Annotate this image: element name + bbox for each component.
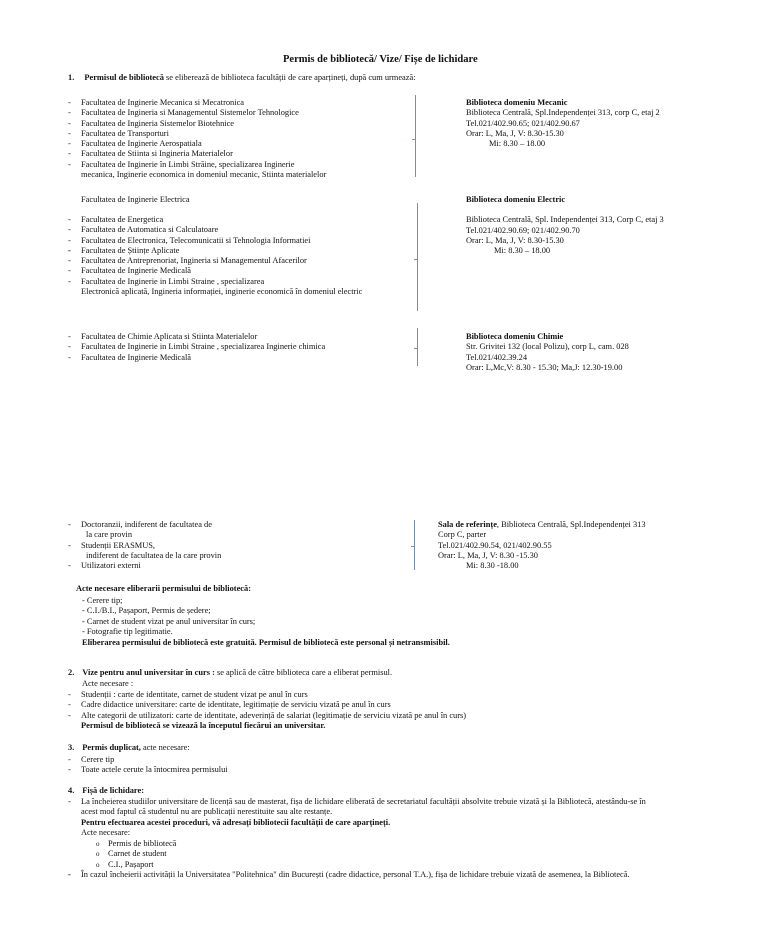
library-referinte	[438, 520, 646, 571]
brace-divider	[417, 328, 418, 366]
list-item: - Facultatea de Științe Aplicate	[68, 246, 362, 256]
list-item: - Alte categorii de utilizatori: carte de identitate, adeverință de salariat (legitimație de serviciu vizată pe anul în curs)	[68, 711, 466, 721]
list-item-continuation: acest mod faptul că studentul nu are publicații nerestituite sau alte restanțe.	[81, 807, 333, 817]
library-address: Corp C, parter	[438, 530, 487, 540]
list-item: - Facultatea de Ingineria Sistemelor Biotehnice	[68, 119, 326, 129]
section-4-acte-list	[96, 839, 176, 870]
library-mecanic	[466, 98, 660, 149]
section-4-acte: Acte necesare:	[81, 827, 131, 837]
list-item: - Facultatea de Transporturi	[68, 129, 326, 139]
list-item: - Facultatea de Antreprenoriat, Ingineria si Managementul Afacerilor	[68, 256, 362, 266]
list-item: - Fotografie tip legitimatie.	[82, 627, 173, 637]
list-item: o Carnet de student	[96, 849, 176, 859]
list-item: - Facultatea de Electronica, Telecomunicatii si Tehnologia Informatiei	[68, 236, 362, 246]
group-electric-head: Facultatea de Inginerie Electrica	[81, 195, 190, 204]
library-name: Biblioteca domeniu Electric	[466, 195, 566, 204]
group-electric-list	[68, 215, 362, 297]
brace-divider	[414, 520, 415, 570]
list-item-continuation: mecanica, Inginerie economica in domeniul mecanic, Stiinta materialelor	[81, 170, 327, 180]
library-address: Str. Grivitei 132 (local Polizu), corp L, cam. 028	[466, 342, 629, 352]
list-item: - Facultatea de Stiinta si Ingineria Materialelor	[68, 149, 326, 159]
section-4-list	[68, 797, 646, 838]
section-4-procedure: Pentru efectuarea acestei proceduri, vă adresați bibliotecii facultății de care aparțineți.	[81, 817, 391, 827]
list-item: - Facultatea de Inginerie Aerospatiala	[68, 139, 326, 149]
group-chimie-list	[68, 332, 325, 363]
section-3-heading: 3. Permis duplicat, acte necesare:	[68, 743, 190, 752]
list-item: - Studenții : carte de identitate, carnet de student vizat pe anul în curs	[68, 690, 466, 700]
list-item: - Facultatea de Inginerie în Limbi Străine, specializarea Inginerie	[68, 160, 326, 170]
list-item: - Carnet de student vizat pe anul universitar în curs;	[82, 616, 256, 626]
list-item: - Cerere tip;	[82, 596, 123, 605]
library-hours-wed: Mi: 8.30 – 18.00	[494, 246, 551, 256]
library-name: Biblioteca domeniu Chimie	[466, 332, 564, 341]
list-item-continuation: Electronică aplicată, Ingineria informației, inginerie economică în domeniul electric	[81, 287, 363, 297]
section-1-number: 1.	[68, 73, 75, 82]
library-name-rest: , Biblioteca Centrală, Spl.Independenței 313	[496, 520, 646, 529]
library-name: Biblioteca domeniu Mecanic	[466, 98, 568, 107]
list-item: - Facultatea de Inginerie Medicală	[68, 353, 325, 363]
section-4-heading: 4. Fișă de lichidare:	[68, 786, 145, 795]
library-phone: Tel.021/402.90.69; 021/402.90.70	[466, 225, 580, 235]
section-2-heading: 2. Vize pentru anul universitar în curs : se aplică de către biblioteca care a eliberat permisul.	[68, 668, 393, 677]
section-1-heading	[68, 73, 416, 83]
acte-list	[82, 596, 450, 648]
library-address: Biblioteca Centrală, Spl.Independenței 313, corp C, etaj 2	[466, 108, 660, 118]
group-mecanic-list	[68, 98, 326, 180]
library-hours-wed: Mi: 8.30 -18.00	[466, 561, 519, 571]
section-2-acte: Acte necesare :	[82, 679, 134, 688]
section-3-list	[68, 755, 228, 776]
list-item: o C.I., Pașaport	[96, 860, 176, 870]
list-item: - Utilizatori externi	[68, 561, 221, 571]
list-item: - Facultatea de Inginerie in Limbi Straine , specializarea	[68, 277, 362, 287]
library-name: Sala de referințe	[438, 520, 497, 529]
list-item: - Cerere tip	[68, 755, 228, 765]
section-4-final-list	[68, 870, 630, 880]
library-hours: Orar: L, Ma, J, V: 8.30 -15.30	[438, 550, 538, 560]
brace-divider	[415, 95, 416, 177]
list-item: - Cadre didactice universitare: carte de identitate, legitimație de serviciu vizată pe anul în curs	[68, 700, 466, 710]
page-title: Permis de bibliotecă/ Vize/ Fișe de lichidare	[283, 54, 478, 65]
section-2-list	[68, 690, 466, 731]
library-phone: Tel.021/402.39.24	[466, 352, 528, 362]
library-phone: Tel.021/402.90.65; 021/402.90.67	[466, 118, 580, 128]
list-item: - Facultatea de Inginerie in Limbi Straine , specializarea Inginerie chimica	[68, 342, 325, 352]
list-item: - În cazul încheierii activității la Universitatea "Politehnica" din București (cadre didactice, personal T.A.), fișa de lichidare trebuie vizată de asemenea, la Bibliotecă.	[68, 870, 630, 880]
section-1-lead-rest: se eliberează de biblioteca facultății de care aparțineți, după cum urmează:	[163, 73, 416, 82]
library-phone: Tel.021/402.90.54, 021/402.90.55	[438, 540, 552, 550]
list-item: - Facultatea de Energetica	[68, 215, 362, 225]
group-referinte-list	[68, 520, 221, 571]
list-item-continuation: indiferent de facultatea de la care provin	[86, 550, 222, 560]
library-hours-wed: Mi: 8.30 – 18.00	[489, 139, 546, 149]
list-item: - Facultatea de Automatica si Calculatoare	[68, 225, 362, 235]
section-2-note: Permisul de bibliotecă se vizează la începutul fiecărui an universitar.	[81, 720, 326, 730]
brace-divider	[417, 203, 418, 311]
list-item-continuation: la care provin	[86, 530, 133, 540]
section-1-lead-bold: Permisul de bibliotecă	[84, 73, 164, 82]
list-item: - Facultatea de Inginerie Medicală	[68, 266, 362, 276]
library-hours: Orar: L,Mc,V: 8.30 - 15.30; Ma,J: 12.30-19.00	[466, 362, 623, 372]
acte-note: Eliberarea permisului de bibliotecă este gratuită. Permisul de bibliotecă este personal și netransmisibil.	[82, 637, 450, 647]
list-item: - Studenții ERASMUS,	[68, 541, 221, 551]
list-item: - La încheierea studiilor universitare de licență sau de masterat, fișa de lichidare eliberată de secretariatul facultății absolvite trebuie vizată și la Bibliotecă, atestându-se în	[68, 797, 646, 807]
list-item: o Permis de bibliotecă	[96, 839, 176, 849]
list-item: - Facultatea de Inginerie Mecanica si Mecatronica	[68, 98, 326, 108]
library-hours: Orar: L, Ma, J, V: 8.30-15.30	[466, 128, 564, 138]
library-hours: Orar: L, Ma, J, V: 8.30-15.30	[466, 235, 564, 245]
library-electric	[466, 195, 664, 256]
library-chimie	[466, 332, 629, 373]
list-item: - Doctoranzii, indiferent de facultatea de	[68, 520, 221, 530]
acte-heading: Acte necesare eliberarii permisului de bibliotecă:	[76, 584, 251, 593]
list-item: - Toate actele cerute la întocmirea permisului	[68, 765, 228, 775]
list-item: - Facultatea de Chimie Aplicata si Stiinta Materialelor	[68, 332, 325, 342]
library-address: Biblioteca Centrală, Spl. Independenței 313, Corp C, etaj 3	[466, 215, 664, 225]
list-item: - Facultatea de Ingineria si Managementul Sistemelor Tehnologice	[68, 108, 326, 118]
list-item: - C.I./B.I., Pașaport, Permis de ședere;	[82, 606, 211, 616]
